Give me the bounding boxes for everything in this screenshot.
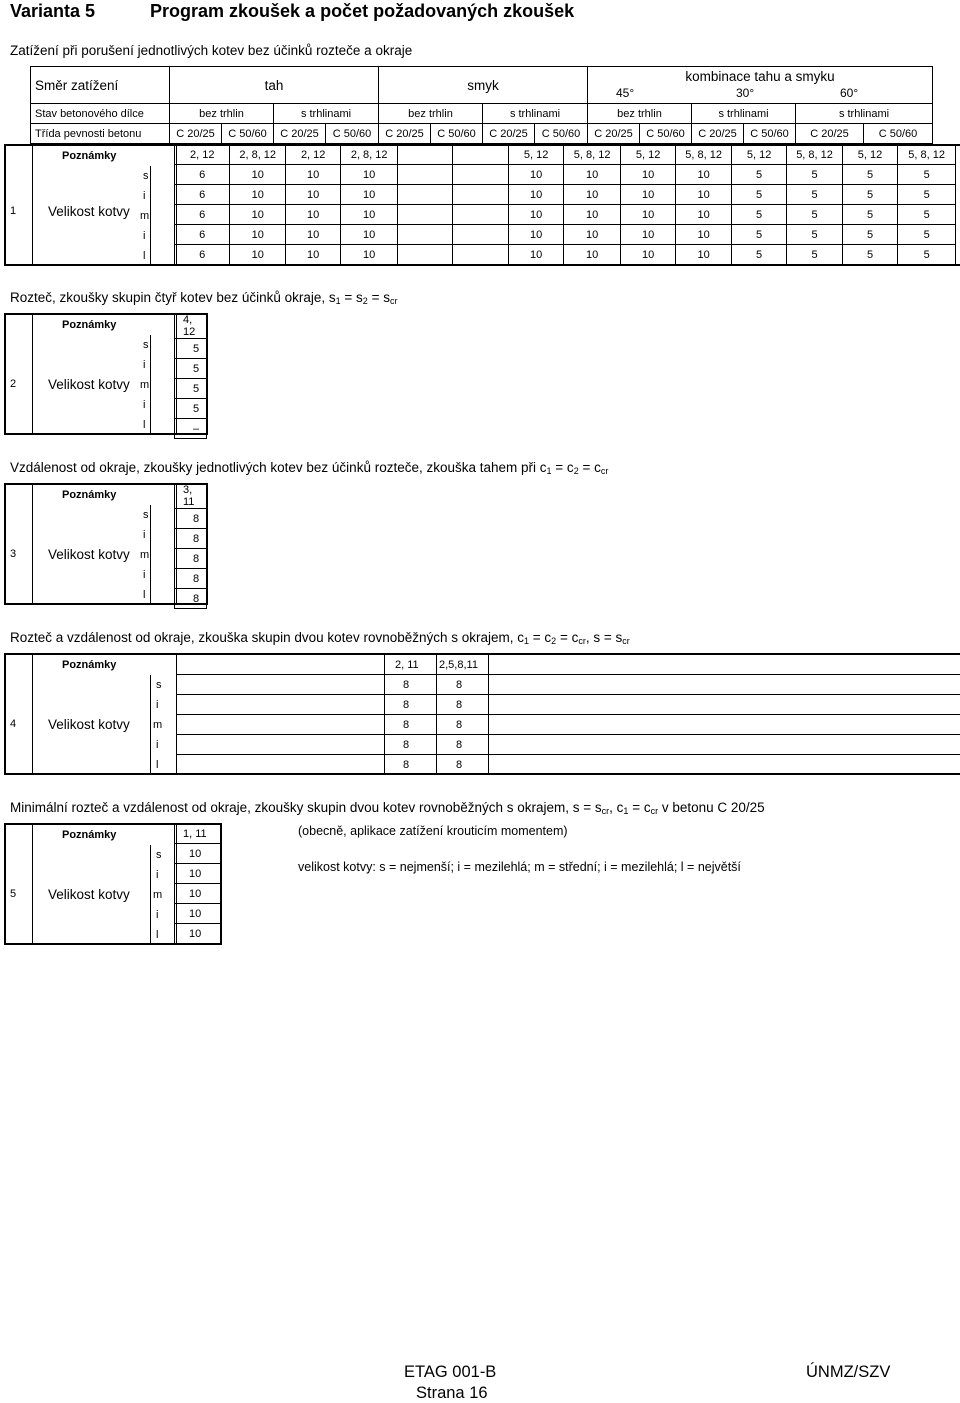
value-cell: 10 [230, 165, 285, 185]
size-key: i [143, 190, 146, 202]
value-cell: 5 [731, 165, 786, 185]
value-cell [453, 225, 508, 245]
footer-page: Strana 16 [416, 1384, 488, 1402]
value-cell: 10 [230, 185, 285, 205]
size-key: i [156, 909, 159, 921]
section2-caption: Rozteč, zkoušky skupin čtyř kotev bez účinků okraje, $s_1 = s_2 = s_{cr}$ [10, 290, 398, 306]
size-key: i [143, 569, 146, 581]
divider [32, 825, 33, 943]
value-cell: 10 [676, 165, 731, 185]
value-cell [397, 165, 452, 185]
value-cell: 5 [175, 359, 207, 379]
value-cell: 6 [175, 185, 230, 205]
size-row [175, 165, 956, 185]
value-cell: 3, 11 [175, 484, 207, 509]
value-cell: 5 [175, 399, 207, 419]
divider [176, 734, 960, 735]
section2-values-table [174, 313, 207, 439]
smyk-header: smyk [379, 67, 588, 104]
value-cell: 5 [787, 245, 842, 265]
value-cell: 10 [285, 165, 340, 185]
value-cell: 10 [175, 844, 221, 864]
divider [32, 315, 33, 433]
trida-cell: C 50/60 [640, 124, 692, 144]
size-key: m [153, 719, 163, 731]
value-cell: 8 [403, 679, 410, 691]
value-cell: 5, 8, 12 [898, 145, 956, 165]
value-cell: 10 [230, 225, 285, 245]
divider [32, 146, 33, 264]
size-key: i [143, 529, 146, 541]
size-key: s [156, 679, 162, 691]
section5-caption: Minimální rozteč a vzdálenost od okraje, zkoušky skupin dvou kotev rovnoběžných s okrajem, $s = s_{cr}$, $c_1 = c_{cr}$ v betonu C 20/25 [10, 800, 765, 816]
divider [176, 674, 960, 675]
value-cell: 10 [285, 225, 340, 245]
value-cell: 5, 8, 12 [564, 145, 621, 165]
trida-cell: C 20/25 [796, 124, 864, 144]
value-cell: 5 [842, 165, 897, 185]
trida-cell: C 20/25 [588, 124, 640, 144]
size-key: l [143, 419, 146, 431]
value-cell: 5 [898, 225, 956, 245]
stav-label: Stav betonového dílce [31, 104, 170, 124]
value-cell: 6 [175, 225, 230, 245]
value-cell: 8 [403, 699, 410, 711]
value-cell: 2, 12 [285, 145, 340, 165]
value-cell: 8 [456, 719, 463, 731]
trida-cell: C 50/60 [222, 124, 274, 144]
value-cell: 5 [731, 225, 786, 245]
size-key: i [156, 699, 159, 711]
value-cell: 6 [175, 205, 230, 225]
size-key: m [140, 549, 150, 561]
section1-trida-table [30, 123, 933, 144]
value-cell: 10 [620, 185, 675, 205]
value-cell: 2, 11 [395, 659, 419, 671]
size-key: m [140, 379, 150, 391]
value-cell: 10 [508, 245, 563, 265]
size-label: Velikost kotvy [48, 204, 130, 219]
angle-30: 30° [736, 86, 755, 100]
trida-cell: C 50/60 [535, 124, 588, 144]
value-cell: 10 [676, 245, 731, 265]
section-number: 5 [10, 888, 17, 900]
value-cell: 8 [403, 759, 410, 771]
value-cell: 8 [403, 719, 410, 731]
value-cell: 5, 12 [731, 145, 786, 165]
value-cell: 10 [564, 205, 621, 225]
value-cell: 5, 8, 12 [787, 145, 842, 165]
size-row [175, 225, 956, 245]
value-cell: 5, 12 [620, 145, 675, 165]
poznamky-label: Poznámky [62, 829, 117, 841]
size-key: l [143, 589, 146, 601]
trida-cell: C 20/25 [170, 124, 222, 144]
kombinace-header [588, 67, 933, 104]
note-sizes: velikost kotvy: s = nejmenší; i = mezilehlá; m = střední; i = mezilehlá; l = největší [298, 860, 741, 874]
size-label: Velikost kotvy [48, 377, 130, 392]
value-cell [397, 205, 452, 225]
trida-cell: C 20/25 [692, 124, 744, 144]
section1-caption: Zatížení při porušení jednotlivých kotev bez účinků rozteče a okraje [10, 43, 413, 58]
section5-values-table [174, 823, 221, 944]
size-key: i [156, 869, 159, 881]
value-cell: 10 [230, 205, 285, 225]
value-cell: 8 [456, 739, 463, 751]
value-cell [397, 145, 452, 165]
value-cell: 5, 12 [508, 145, 563, 165]
trida-cell: C 20/25 [379, 124, 431, 144]
value-cell: 5 [787, 225, 842, 245]
value-cell: 10 [175, 884, 221, 904]
value-cell: – [175, 419, 207, 439]
section1-stav-table [30, 103, 933, 124]
value-cell: 8 [456, 679, 463, 691]
poznamky-label: Poznámky [62, 150, 117, 162]
tah-header: tah [170, 67, 379, 104]
stav-cell: s trhlinami [692, 104, 796, 124]
value-cell [397, 245, 452, 265]
section1-values-table [174, 144, 956, 265]
size-label: Velikost kotvy [48, 547, 130, 562]
value-cell: 5 [731, 245, 786, 265]
kombinace-label: kombinace tahu a smyku [685, 69, 835, 84]
size-key: l [156, 929, 159, 941]
divider [150, 335, 151, 433]
value-cell: 5, 8, 12 [676, 145, 731, 165]
size-key: s [143, 170, 149, 182]
divider [32, 485, 33, 603]
trida-cell: C 20/25 [483, 124, 535, 144]
value-cell: 10 [175, 924, 221, 944]
value-cell: 5 [898, 205, 956, 225]
size-row [175, 205, 956, 225]
stav-cell: bez trhlin [170, 104, 274, 124]
trida-cell: C 50/60 [744, 124, 796, 144]
divider [150, 166, 151, 264]
value-cell: 5 [842, 205, 897, 225]
section-number: 1 [10, 205, 17, 217]
value-cell: 1, 11 [175, 824, 221, 844]
trida-label: Třída pevnosti betonu [31, 124, 170, 144]
stav-cell: bez trhlin [588, 104, 692, 124]
section3-values-table [174, 483, 207, 609]
footer-org: ÚNMZ/SZV [806, 1363, 891, 1381]
size-key: m [140, 210, 150, 222]
value-cell: 5 [787, 185, 842, 205]
section-number: 3 [10, 548, 17, 560]
divider [150, 845, 151, 943]
value-cell: 10 [564, 225, 621, 245]
divider [150, 505, 151, 603]
poznamky-row [175, 145, 956, 165]
size-key: m [153, 889, 163, 901]
load-direction-label: Směr zatížení [31, 67, 170, 104]
value-cell: 10 [175, 864, 221, 884]
value-cell: 5 [731, 205, 786, 225]
value-cell: 10 [676, 205, 731, 225]
divider [32, 655, 33, 773]
value-cell: 8 [403, 739, 410, 751]
value-cell: 10 [564, 245, 621, 265]
size-key: l [143, 250, 146, 262]
value-cell: 10 [620, 245, 675, 265]
stav-cell: bez trhlin [379, 104, 483, 124]
value-cell: 5 [842, 245, 897, 265]
value-cell: 5 [787, 205, 842, 225]
value-cell: 10 [564, 185, 621, 205]
value-cell: 10 [620, 205, 675, 225]
value-cell: 5 [842, 225, 897, 245]
stav-cell: s trhlinami [274, 104, 379, 124]
size-key: l [156, 759, 159, 771]
trida-cell: C 50/60 [431, 124, 483, 144]
size-key: i [156, 739, 159, 751]
value-cell: 5 [898, 165, 956, 185]
value-cell: 5 [175, 379, 207, 399]
value-cell: 5 [842, 185, 897, 205]
value-cell: 10 [676, 225, 731, 245]
value-cell [453, 145, 508, 165]
value-cell: 10 [341, 245, 398, 265]
value-cell: 5 [731, 185, 786, 205]
divider [176, 714, 960, 715]
trida-cell: C 50/60 [864, 124, 933, 144]
size-key: s [143, 509, 149, 521]
size-key: i [143, 359, 146, 371]
value-cell: 5, 12 [842, 145, 897, 165]
value-cell: 2, 8, 12 [341, 145, 398, 165]
value-cell: 5 [787, 165, 842, 185]
size-label: Velikost kotvy [48, 887, 130, 902]
poznamky-label: Poznámky [62, 659, 117, 671]
value-cell: 10 [341, 205, 398, 225]
value-cell: 10 [620, 225, 675, 245]
value-cell: 10 [508, 165, 563, 185]
section-number: 4 [10, 718, 17, 730]
value-cell [453, 245, 508, 265]
value-cell [453, 165, 508, 185]
size-key: i [143, 230, 146, 242]
value-cell: 10 [508, 225, 563, 245]
value-cell: 10 [230, 245, 285, 265]
value-cell: 10 [508, 205, 563, 225]
value-cell: 6 [175, 245, 230, 265]
section-number: 2 [10, 378, 17, 390]
size-key: s [143, 339, 149, 351]
size-row [175, 185, 956, 205]
value-cell: 10 [285, 185, 340, 205]
value-cell: 6 [175, 165, 230, 185]
value-cell: 5 [898, 245, 956, 265]
value-cell: 8 [456, 759, 463, 771]
page-title: Program zkoušek a počet požadovaných zkoušek [150, 1, 575, 21]
poznamky-label: Poznámky [62, 319, 117, 331]
value-cell: 10 [175, 904, 221, 924]
size-label: Velikost kotvy [48, 717, 130, 732]
value-cell: 10 [676, 185, 731, 205]
divider [176, 694, 960, 695]
value-cell: 5 [175, 339, 207, 359]
value-cell [397, 225, 452, 245]
variant-label: Varianta 5 [10, 1, 96, 21]
size-key: s [156, 849, 162, 861]
value-cell: 8 [175, 589, 207, 609]
size-key: i [143, 399, 146, 411]
poznamky-label: Poznámky [62, 489, 117, 501]
stav-cell: s trhlinami [796, 104, 933, 124]
value-cell: 2, 8, 12 [230, 145, 285, 165]
section1-header-table [30, 66, 933, 104]
value-cell [453, 185, 508, 205]
value-cell: 10 [508, 185, 563, 205]
value-cell: 2,5,8,11 [439, 659, 478, 671]
value-cell: 10 [341, 165, 398, 185]
divider [150, 675, 151, 773]
footer-doc: ETAG 001-B [404, 1363, 497, 1381]
angle-45: 45° [616, 86, 635, 100]
divider [176, 754, 960, 755]
value-cell [453, 205, 508, 225]
value-cell: 8 [456, 699, 463, 711]
section4-body [4, 653, 960, 775]
value-cell: 8 [175, 569, 207, 589]
value-cell: 2, 12 [175, 145, 230, 165]
value-cell: 10 [285, 205, 340, 225]
section3-caption: Vzdálenost od okraje, zkoušky jednotlivých kotev bez účinků rozteče, zkouška tahem při $c_1 = c_2 = c_{cr}$ [10, 460, 609, 476]
value-cell: 10 [341, 225, 398, 245]
trida-cell: C 20/25 [274, 124, 326, 144]
value-cell: 8 [175, 549, 207, 569]
size-row [175, 245, 956, 265]
value-cell [397, 185, 452, 205]
stav-cell: s trhlinami [483, 104, 588, 124]
value-cell: 10 [341, 185, 398, 205]
trida-cell: C 50/60 [326, 124, 379, 144]
value-cell: 8 [175, 529, 207, 549]
section4-caption: Rozteč a vzdálenost od okraje, zkouška skupin dvou kotev rovnoběžných s okrajem, $c_1 = c_2 = c_{cr}$, $s = s_{cr}$ [10, 630, 630, 646]
angle-60: 60° [840, 86, 859, 100]
value-cell: 10 [564, 165, 621, 185]
value-cell: 4, 12 [175, 314, 207, 339]
value-cell: 10 [285, 245, 340, 265]
value-cell: 10 [620, 165, 675, 185]
value-cell: 5 [898, 185, 956, 205]
note-torque: (obecně, aplikace zatížení krouticím momentem) [298, 824, 568, 838]
value-cell: 8 [175, 509, 207, 529]
